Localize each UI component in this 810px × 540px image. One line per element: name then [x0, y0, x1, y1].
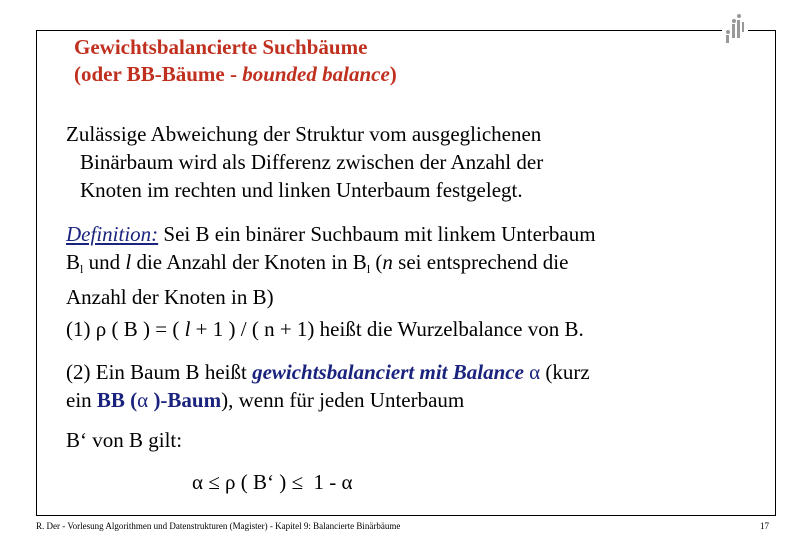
point2-line-2: [66, 386, 590, 414]
intro-line-1: Zulässige Abweichung der Struktur vom ausgeglichenen: [66, 122, 542, 146]
point2-suffix: (kurz: [540, 360, 590, 384]
definition-block: [66, 220, 756, 311]
definition-sub-l2: l: [366, 262, 371, 276]
title-italic: bounded balance: [242, 62, 390, 86]
title-line-2: [74, 61, 397, 88]
definition-sub-l: l: [80, 262, 84, 276]
point2-line2-rest: ), wenn für jeden Unterbaum: [221, 388, 465, 412]
university-logo: [722, 12, 748, 46]
definition-text-2: die Anzahl der Knoten in B: [131, 250, 367, 274]
definition-text-4: sei entsprechend die: [392, 250, 569, 274]
definition-line-1: [66, 220, 756, 248]
point-2: [66, 358, 590, 414]
slide-title: [74, 34, 397, 88]
point1-mid: ( B ) = (: [106, 317, 185, 341]
definition-l-var: l: [125, 250, 132, 274]
point-3: B‘ von B gilt:: [66, 428, 183, 452]
point2-line-1: [66, 358, 590, 386]
title-line-1: Gewichtsbalancierte Suchbäume: [74, 35, 368, 59]
definition-text-1: Sei B ein binärer Suchbaum mit linkem Unterbaum: [158, 222, 596, 246]
definition-line-3: Anzahl der Knoten in B): [66, 285, 274, 309]
intro-paragraph: [66, 120, 543, 204]
bb-label: BB (: [96, 388, 138, 412]
point2-alpha: α: [529, 360, 541, 384]
page-number: 17: [760, 521, 769, 531]
definition-label: Definition:: [66, 222, 159, 246]
footer-text: R. Der - Vorlesung Algorithmen und Datenstrukturen (Magister) - Kapitel 9: Balancierte Binärbäume: [36, 521, 401, 531]
intro-line-2: Binärbaum wird als Differenz zwischen der Anzahl der: [80, 150, 544, 174]
point2-emphasis: gewichtsbalanciert mit Balance: [252, 360, 530, 384]
point1-rest: + 1 ) / ( n + 1) heißt die Wurzelbalance von B.: [190, 317, 584, 341]
point1-l-var: l: [184, 317, 191, 341]
point2-prefix: (2) Ein Baum B heißt: [66, 360, 253, 384]
definition-und: und: [83, 250, 126, 274]
title-prefix: (oder BB-Bäume -: [74, 62, 243, 86]
definition-b: B: [66, 250, 81, 274]
point-1: [66, 315, 584, 343]
definition-line-2: [66, 248, 756, 283]
definition-n-var: n: [382, 250, 393, 274]
point1-prefix: (1): [66, 317, 96, 341]
bb-alpha: α: [137, 388, 149, 412]
definition-text-3: (: [370, 250, 383, 274]
point2-line2-prefix: ein: [66, 388, 97, 412]
intro-line-3: Knoten im rechten und linken Unterbaum festgelegt.: [80, 178, 523, 202]
point1-rho: ρ: [95, 317, 107, 341]
bb-suffix: )-Baum: [148, 388, 222, 412]
title-suffix: ): [389, 62, 397, 86]
balance-formula: α ≤ ρ ( B‘ ) ≤ 1 - α: [192, 470, 353, 494]
